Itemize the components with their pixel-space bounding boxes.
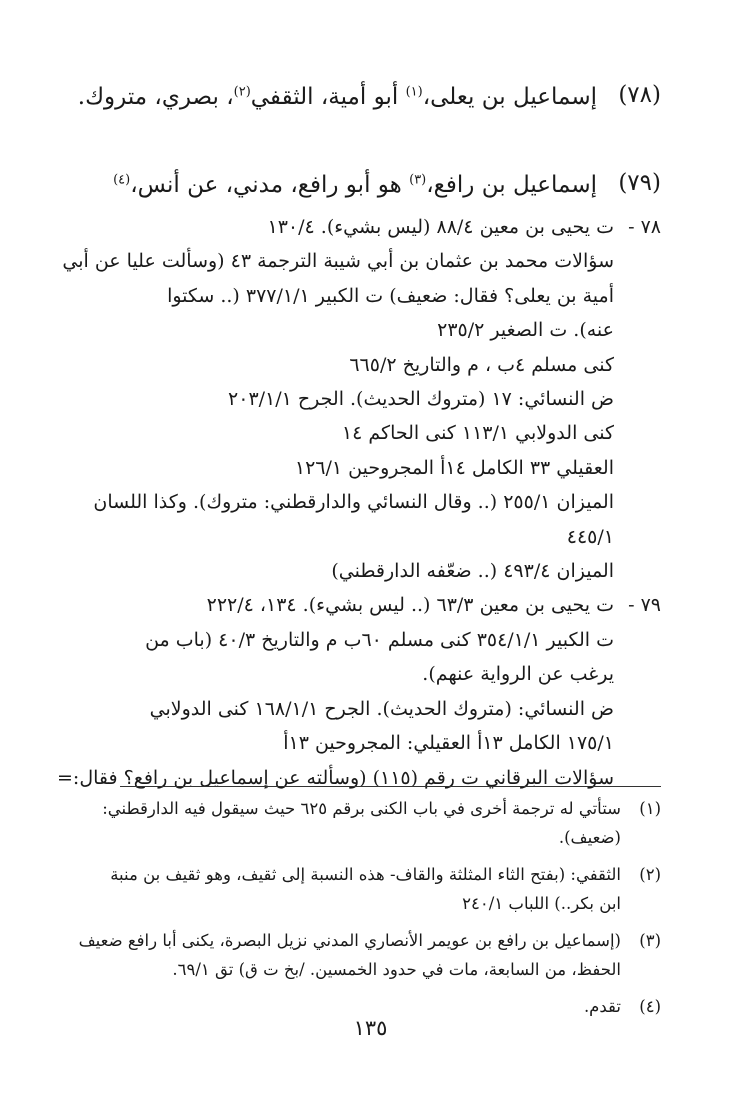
entry-text: إسماعيل بن رافع،$^{(٣)}$ هو أبو رافع، مدني، عن أنس،$^{(٤)}$ [113,172,597,198]
entry-number: (٧٨) [618,82,661,108]
footnote-ref[interactable]: (٤) [113,172,131,188]
note-line: ت يحيى بن معين ٨٨/٤ (ليس بشيء). ١٣٠/٤ [267,216,614,238]
entry-text: إسماعيل بن يعلى،$^{(١)}$ أبو أمية، الثقفي$^{(٢)}$، بصري، متروك. [77,84,597,110]
note-79 [55,588,661,794]
entry-79 [60,162,661,208]
entry-78 [60,74,661,120]
note-line: ض النسائي: ١٧ (متروك الحديث). الجرح ٢٠٣/١/١ [228,388,614,411]
note-number: ٧٨ - [628,216,661,238]
note-line: العقيلي ٣٣ الكامل ١٤أ المجروحين ١٢٦/١ [294,456,614,479]
footnote-number: (٣) [639,931,661,950]
note-line: عنه). ت الصغير ٢٣٥/٢ [437,319,614,342]
note-line: ت الكبير ٣٥٤/١/١ كنى مسلم ٦٠ب م والتاريخ ٤٠/٣ (باب من [145,628,614,651]
footnote-line: تقدم. [583,997,621,1016]
entry-number: (٧٩) [618,170,661,196]
footnote-ref[interactable]: (٣) [409,172,427,188]
footnote-number: (٤) [639,997,661,1016]
footnote-line: الحفظ، من السابعة، مات في حدود الخمسين. /بخ ت ق) تق ٦٩/١. [172,960,621,979]
note-number: ٧٩ - [628,594,661,617]
footnote-ref[interactable]: (٢) [233,84,251,100]
note-line: أمية بن يعلى؟ فقال: ضعيف) ت الكبير ٣٧٧/١/١ (.. سكتوا [167,284,614,307]
footnote-line: الثقفي: (بفتح الثاء المثلثة والقاف- هذه النسبة إلى ثقيف، وهو ثقيف بن منبة [110,865,621,884]
note-line: كنى مسلم ٤ب ، م والتاريخ ٦٦٥/٢ [349,353,614,376]
footnote-line: (إسماعيل بن رافع بن عويمر الأنصاري المدني نزيل البصرة، يكنى أبا رافع ضعيف [78,931,621,950]
note-line: ض النسائي: (متروك الحديث). الجرح ١٦٨/١/١ كنى الدولابي [149,697,614,720]
note-78 [55,210,661,588]
sources-notes [55,210,661,795]
note-line: سؤالات البرقاني ت رقم (١١٥) (وسألته عن إسماعيل بن رافع؟ فقال:= [57,766,614,789]
footnote-2 [60,860,661,918]
footnote-ref[interactable]: (١) [405,84,423,100]
footnote-line: ستأتي له ترجمة أخرى في باب الكنى برقم ٦٢٥ حيث سيقول فيه الدارقطني: [102,799,621,818]
footnote-1 [60,794,661,852]
footnote-divider [120,786,661,787]
footnote-number: (٢) [639,865,661,884]
footnote-line: (ضعيف). [558,828,621,847]
note-line: الميزان ٤٩٣/٤ (.. ضعّفه الدارقطني) [331,560,614,583]
note-line: ٤٤٥/١ [566,525,614,548]
footnote-3 [60,926,661,984]
footnotes [60,794,661,1021]
note-line: الميزان ٢٥٥/١ (.. وقال النسائي والدارقطني: متروك). وكذا اللسان [93,491,614,514]
footnote-line: ابن بكر..) اللباب ٢٤٠/١ [462,894,621,913]
note-line: يرغب عن الرواية عنهم). [422,663,614,686]
note-line: سؤالات محمد بن عثمان بن أبي شيبة الترجمة ٤٣ (وسألت عليا عن أبي [62,250,614,273]
note-line: ت يحيى بن معين ٦٣/٣ (.. ليس بشيء). ١٣٤، ٢٢٢/٤ [206,594,614,617]
footnote-number: (١) [639,799,661,818]
page-number: ١٣٥ [353,1016,388,1040]
note-line: كنى الدولابي ١١٣/١ كنى الحاكم ١٤ [341,422,614,445]
note-line: ١٧٥/١ الكامل ١٣أ العقيلي: المجروحين ١٣أ [283,732,614,755]
